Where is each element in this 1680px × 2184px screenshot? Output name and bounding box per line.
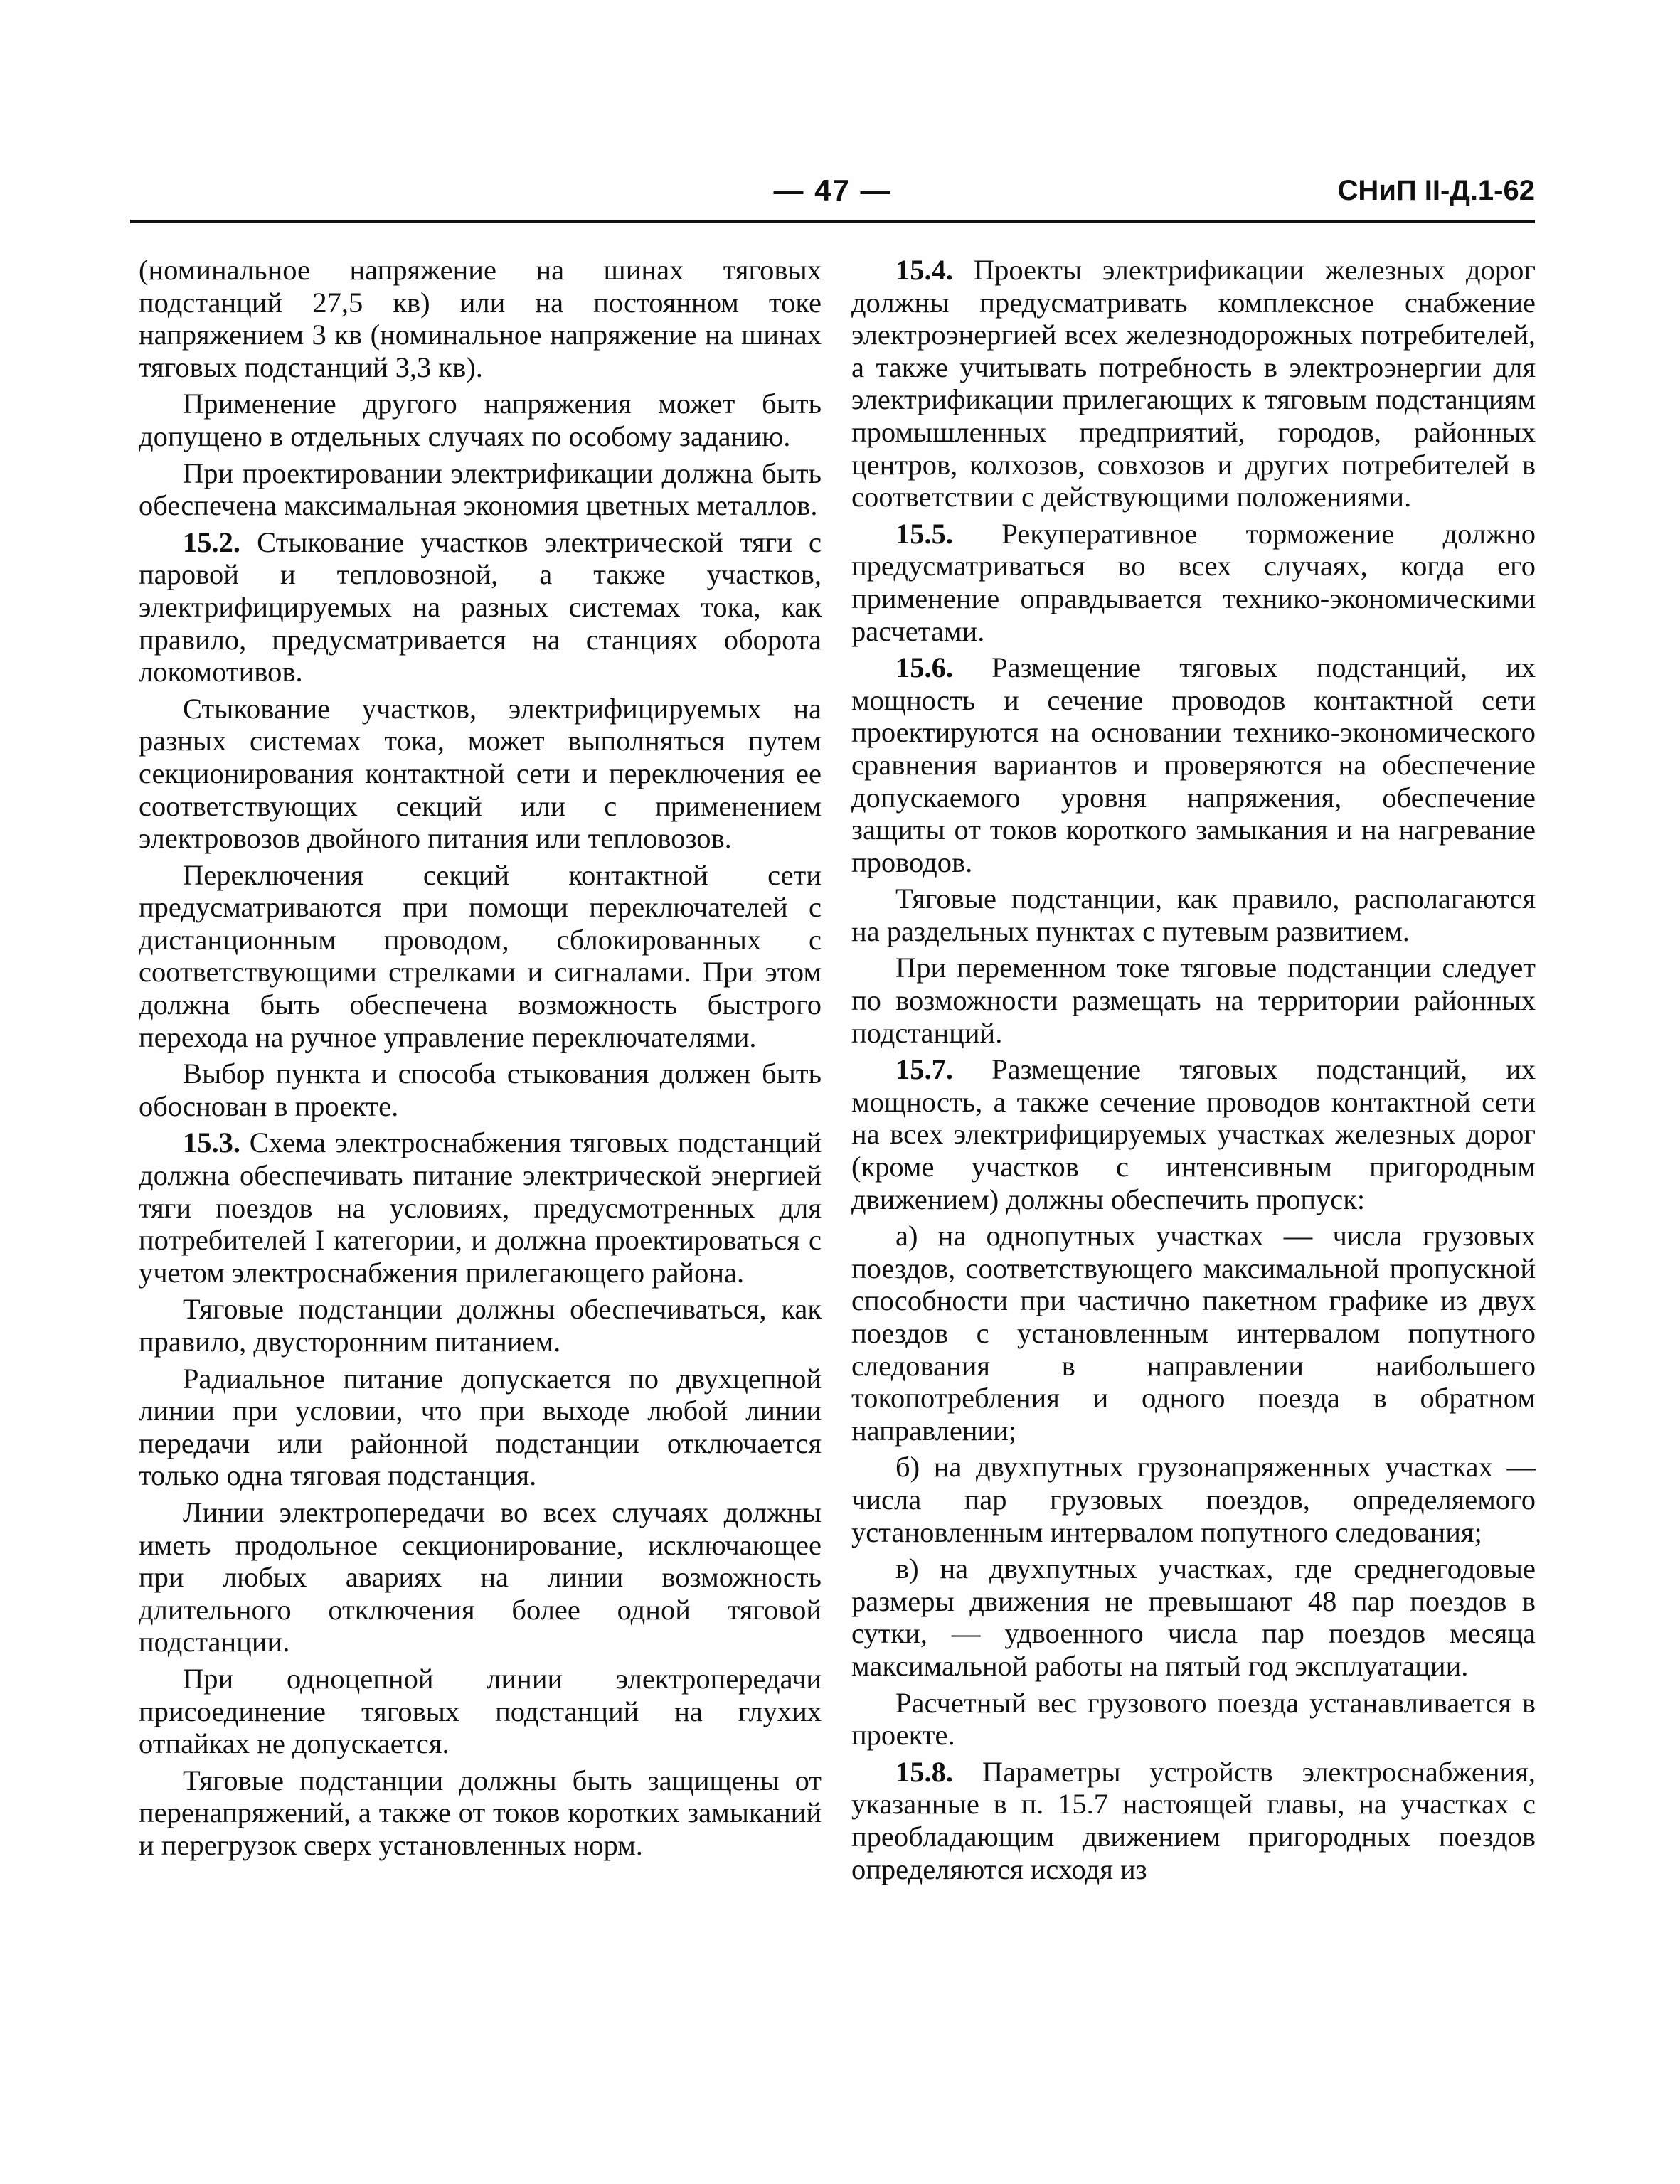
paragraph-text: Размещение тяговых подстанций, их мощность и сечение проводов контактной сети проектируются на основании технико-экономического сравнения вариантов и проверяются на обеспечение допускаемого уровня напряжения, обеспечение защиты от токов короткого замыкания и на нагревание проводов. <box>851 651 1536 878</box>
section-paragraph <box>851 254 1536 513</box>
section-paragraph <box>139 1126 822 1289</box>
paragraph <box>851 1687 1536 1752</box>
paragraph <box>139 693 822 855</box>
paragraph <box>139 1293 822 1358</box>
paragraph-text: Рекуперативное торможение должно предусматриваться во всех случаях, когда его применение оправдывается технико-экономическими расчетами. <box>851 517 1536 647</box>
list-item <box>851 1220 1536 1447</box>
paragraph-text: Параметры устройств электроснабжения, указанные в п. 15.7 настоящей главы, на участках с преобладающим движением пригородных поездов определяются исходя из <box>851 1755 1536 1885</box>
document-code: СНиП II-Д.1-62 <box>1337 175 1535 206</box>
paragraph-text: Радиальное питание допускается по двухцепной линии при условии, что при выходе любой линии передачи или районной подстанции отключается только одна тяговая подстанция. <box>139 1362 822 1492</box>
paragraph <box>139 457 822 522</box>
paragraph-text: При проектировании электрификации должна быть обеспечена максимальная экономия цветных металлов. <box>139 457 822 522</box>
paragraph <box>139 859 822 1054</box>
paragraph-text: Выбор пункта и способа стыкования должен быть обоснован в проекте. <box>139 1058 822 1122</box>
section-paragraph <box>851 518 1536 647</box>
paragraph <box>139 1764 822 1862</box>
list-item <box>851 1451 1536 1548</box>
section-paragraph <box>139 526 822 688</box>
paragraph-text: Расчетный вес грузового поезда устанавливается в проекте. <box>851 1686 1536 1752</box>
page-header <box>130 169 1535 212</box>
section-number: 15.4. <box>895 254 953 286</box>
paragraph-text: в) на двухпутных участках, где среднегодовые размеры движения не превышают 48 пар поездов в сутки, — удвоенного числа пар поездов месяца максимальной работы на пятый год эксплуатации. <box>851 1552 1536 1682</box>
paragraph-text: Проекты электрификации железных дорог должны предусматривать комплексное снабжение электроэнергией всех железнодорожных потребителей, а также учитывать потребность в электроэнергии для электрификации прилегающих к тяговым подстанциям промышленных предприятий, городов, районных центров, колхозов, совхозов и других потребителей в соответствии с действующими положениями. <box>851 254 1536 513</box>
paragraph-text: (номинальное напряжение на шинах тяговых подстанций 27,5 кв) или на постоянном токе напряжением 3 кв (номинальное напряжение на шинах тяговых подстанций 3,3 кв). <box>139 254 822 383</box>
paragraph <box>851 952 1536 1049</box>
paragraph <box>139 1663 822 1760</box>
paragraph-text: Переключения секций контактной сети предусматриваются при помощи переключателей с дистанционным проводом, сблокированных с соответствующими стрелками и сигналами. При этом должна быть обеспечена возможность быстрого перехода на ручное управление переключателями. <box>139 858 822 1053</box>
paragraph-text: Тяговые подстанции должны обеспечиваться, как правило, двусторонним питанием. <box>139 1293 822 1358</box>
paragraph-text: б) на двухпутных грузонапряженных участках — числа пар грузовых поездов, определяемого установленным интервалом попутного следования; <box>851 1451 1536 1548</box>
paragraph-text: Тяговые подстанции, как правило, располагаются на раздельных пунктах с путевым развитием. <box>851 883 1536 947</box>
section-paragraph <box>851 1756 1536 1885</box>
paragraph-text: Тяговые подстанции должны быть защищены от перенапряжений, а также от токов коротких замыканий и перегрузок сверх установленных норм. <box>139 1764 822 1861</box>
paragraph-text: Линии электропередачи во всех случаях должны иметь продольное секционирование, исключающее при любых авариях на линии возможность длительного отключения более одной тяговой подстанции. <box>139 1496 822 1658</box>
paragraph <box>139 388 822 452</box>
paragraph <box>851 883 1536 947</box>
section-number: 15.6. <box>895 651 953 684</box>
right-column <box>851 254 1536 1890</box>
paragraph-text: Стыкование участков, электрифицируемых на разных системах тока, может выполняться путем секционирования контактной сети и переключения ее соответствующих секций или с применением электровозов двойного питания или тепловозов. <box>139 692 822 855</box>
list-item <box>851 1552 1536 1682</box>
paragraph-text: а) на однопутных участках — числа грузовых поездов, соответствующего максимальной пропускной способности при частично пакетном графике из двух поездов с установленным интервалом попутного следования в направлении наибольшего токопотребления и одного поезда в обратном направлении; <box>851 1220 1536 1447</box>
section-number: 15.8. <box>895 1755 953 1788</box>
header-rule <box>130 220 1535 223</box>
paragraph-text: Стыкование участков электрической тяги с паровой и тепловозной, а также участков, электрифицируемых на разных системах тока, как правило, предусматривается на станциях оборота локомотивов. <box>139 526 822 688</box>
paragraph-text: Схема электроснабжения тяговых подстанций должна обеспечивать питание электрической энергией тяги поездов на условиях, предусмотренных для потребителей I категории, и должна проектироваться с учетом электроснабжения прилегающего района. <box>139 1126 822 1289</box>
page-number: — 47 — <box>773 174 892 207</box>
section-number: 15.2. <box>183 526 240 558</box>
left-column <box>139 254 822 1866</box>
section-number: 15.3. <box>183 1126 240 1159</box>
section-paragraph <box>851 651 1536 878</box>
paragraph-text: Размещение тяговых подстанций, их мощность, а также сечение проводов контактной сети на всех электрифицируемых участках железных дорог (кроме участков с интенсивным пригородным движением) должны обеспечить пропуск: <box>851 1053 1536 1215</box>
paragraph-text: При переменном токе тяговые подстанции следует по возможности размещать на территории районных подстанций. <box>851 952 1536 1049</box>
paragraph <box>139 1363 822 1492</box>
paragraph-text: При одноцепной линии электропередачи присоединение тяговых подстанций на глухих отпайках не допускается. <box>139 1662 822 1760</box>
section-paragraph <box>851 1053 1536 1215</box>
section-number: 15.7. <box>895 1053 953 1086</box>
paragraph <box>139 254 822 383</box>
section-number: 15.5. <box>895 517 953 550</box>
paragraph-text: Применение другого напряжения может быть допущено в отдельных случаях по особому заданию. <box>139 388 822 452</box>
paragraph <box>139 1058 822 1122</box>
paragraph <box>139 1496 822 1658</box>
